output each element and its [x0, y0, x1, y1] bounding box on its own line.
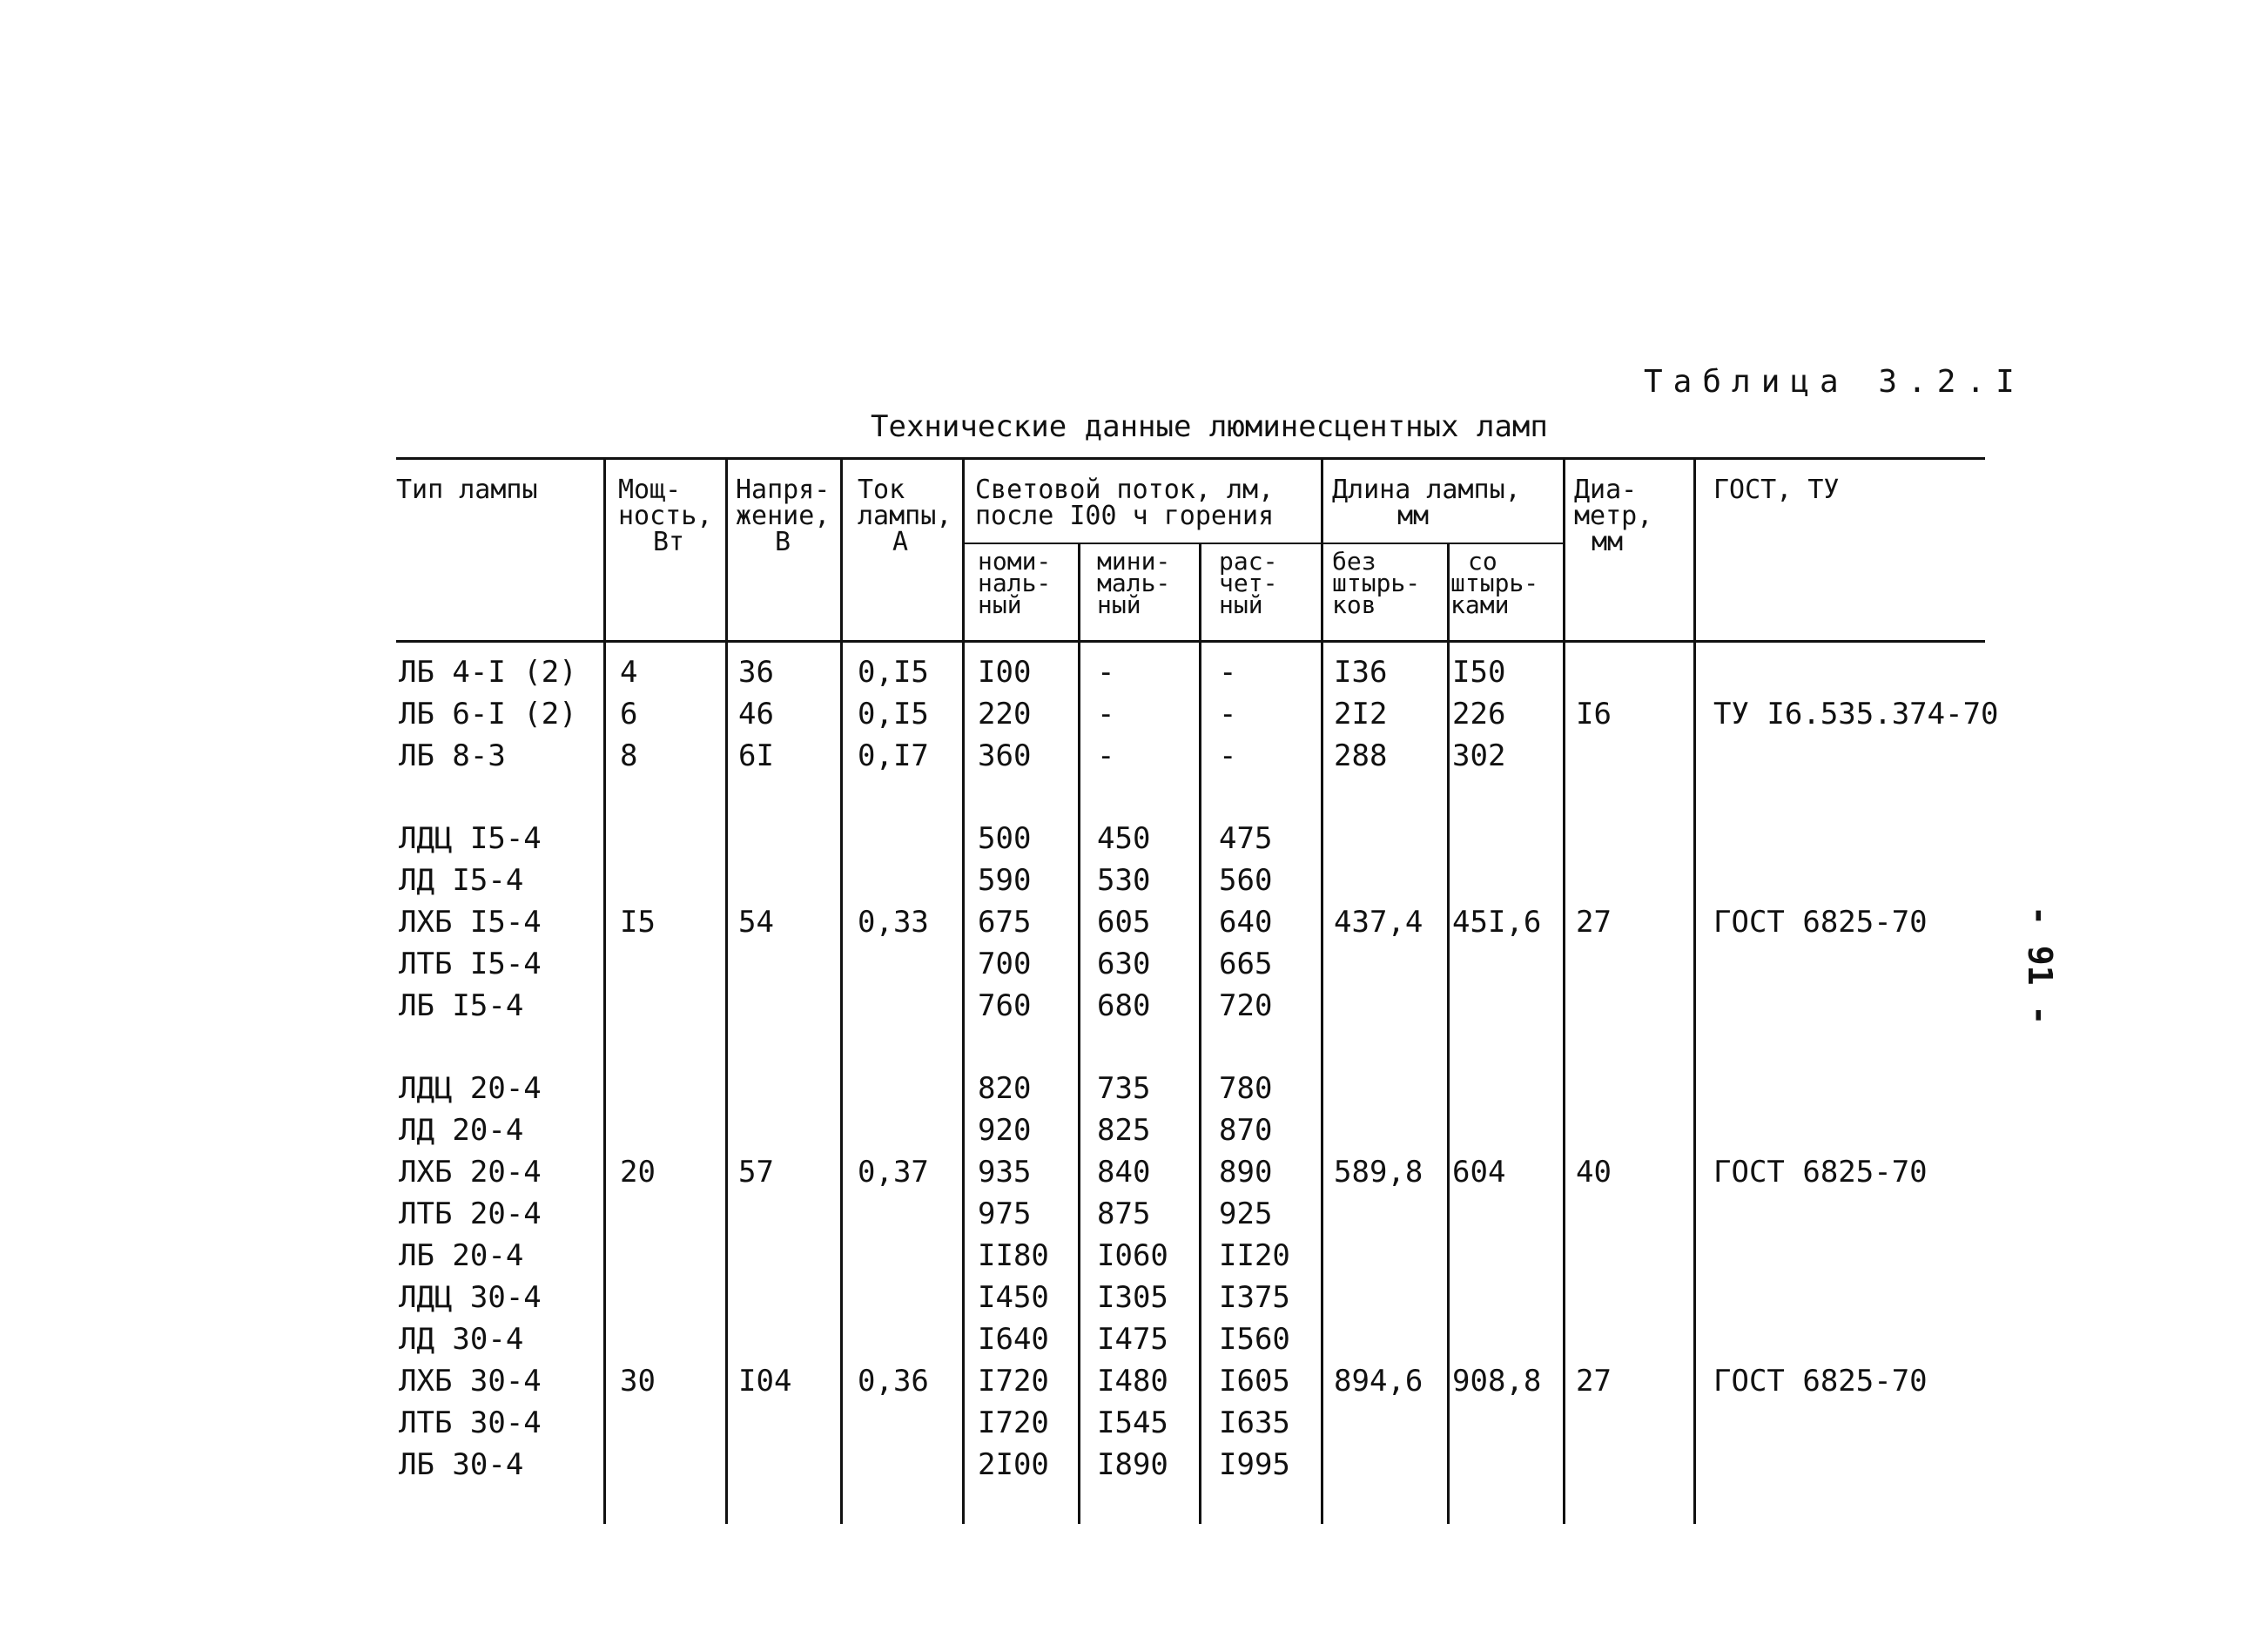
cell-voltage: 6I [738, 738, 774, 773]
cell-flux-calc: I635 [1219, 1405, 1290, 1440]
cell-flux-calc: - [1219, 738, 1237, 773]
cell-flux-nominal: I720 [978, 1405, 1049, 1440]
cell-flux-nominal: 590 [978, 863, 1032, 898]
cell-power: 20 [620, 1155, 656, 1190]
header-length-with: со штырь- ками [1450, 547, 1539, 619]
cell-flux-min: I480 [1097, 1364, 1168, 1399]
cell-flux-min: 680 [1097, 988, 1151, 1023]
cell-flux-min: 530 [1097, 863, 1151, 898]
cell-type: ЛБ 30-4 [399, 1447, 524, 1482]
cell-length-without: 288 [1334, 738, 1388, 773]
col-divider-length-without [1447, 543, 1450, 1524]
cell-type: ЛБ 6-I (2) [399, 697, 577, 731]
cell-flux-nominal: I00 [978, 655, 1032, 690]
table-title: Технические данные люминесцентных ламп [871, 409, 1548, 444]
page-number: - 91 - [2021, 906, 2059, 1026]
cell-length-with: 45I,6 [1452, 905, 1542, 940]
cell-flux-nominal: I450 [978, 1280, 1049, 1315]
cell-flux-calc: 720 [1219, 988, 1273, 1023]
cell-current: 0,I7 [858, 738, 929, 773]
cell-flux-nominal: 700 [978, 947, 1032, 981]
cell-flux-min: 875 [1097, 1196, 1151, 1231]
cell-type: ЛБ I5-4 [399, 988, 524, 1023]
cell-type: ЛД 20-4 [399, 1113, 524, 1148]
cell-flux-nominal: 820 [978, 1071, 1032, 1106]
cell-type: ЛТБ 30-4 [399, 1405, 542, 1440]
cell-flux-calc: 640 [1219, 905, 1273, 940]
cell-current: 0,33 [858, 905, 929, 940]
cell-flux-nominal: 675 [978, 905, 1032, 940]
col-divider-diameter [1693, 457, 1696, 1524]
cell-type: ЛХБ I5-4 [399, 905, 542, 940]
cell-voltage: 57 [738, 1155, 774, 1190]
cell-flux-min: 630 [1097, 947, 1151, 981]
header-flux: Световой поток, лм, после I00 ч горения [975, 475, 1275, 531]
cell-flux-min: 450 [1097, 821, 1151, 856]
col-divider-min [1199, 543, 1201, 1524]
cell-voltage: I04 [738, 1364, 792, 1399]
cell-flux-calc: I995 [1219, 1447, 1290, 1482]
cell-flux-calc: 665 [1219, 947, 1273, 981]
cell-flux-nominal: 2I00 [978, 1447, 1049, 1482]
cell-type: ЛДЦ 20-4 [399, 1071, 542, 1106]
col-divider-length [1563, 457, 1565, 1524]
cell-type: ЛТБ I5-4 [399, 947, 542, 981]
cell-length-without: 2I2 [1334, 697, 1388, 731]
header-bottom-rule [396, 640, 1985, 643]
header-flux-nominal: номи- наль- ный [978, 547, 1052, 619]
cell-type: ЛДЦ 30-4 [399, 1280, 542, 1315]
cell-flux-nominal: II80 [978, 1238, 1049, 1273]
cell-flux-nominal: 220 [978, 697, 1032, 731]
cell-flux-min: 825 [1097, 1113, 1151, 1148]
cell-flux-calc: 925 [1219, 1196, 1273, 1231]
col-divider-power [725, 457, 728, 1524]
cell-flux-calc: - [1219, 697, 1237, 731]
cell-voltage: 46 [738, 697, 774, 731]
cell-type: ЛХБ 20-4 [399, 1155, 542, 1190]
cell-flux-min: I475 [1097, 1322, 1168, 1357]
cell-type: ЛД I5-4 [399, 863, 524, 898]
cell-gost: ГОСТ 6825-70 [1713, 1155, 1928, 1190]
table-caption: Таблица 3.2.I [1644, 364, 2025, 400]
cell-voltage: 36 [738, 655, 774, 690]
cell-flux-calc: I605 [1219, 1364, 1290, 1399]
cell-flux-min: 840 [1097, 1155, 1151, 1190]
cell-diameter: 27 [1576, 1364, 1612, 1399]
cell-diameter: 27 [1576, 905, 1612, 940]
cell-length-with: 604 [1452, 1155, 1506, 1190]
cell-power: 30 [620, 1364, 656, 1399]
col-divider-nominal [1078, 543, 1080, 1524]
cell-voltage: 54 [738, 905, 774, 940]
cell-flux-nominal: 920 [978, 1113, 1032, 1148]
cell-flux-min: I060 [1097, 1238, 1168, 1273]
cell-length-with: 908,8 [1452, 1364, 1542, 1399]
cell-flux-calc: I375 [1219, 1280, 1290, 1315]
cell-flux-calc: - [1219, 655, 1237, 690]
header-flux-min: мини- маль- ный [1097, 547, 1171, 619]
cell-type: ЛТБ 20-4 [399, 1196, 542, 1231]
cell-length-without: 894,6 [1334, 1364, 1423, 1399]
cell-flux-nominal: I720 [978, 1364, 1049, 1399]
cell-flux-calc: II20 [1219, 1238, 1290, 1273]
flux-length-subheader-rule [962, 543, 1563, 544]
cell-type: ЛБ 20-4 [399, 1238, 524, 1273]
col-divider-current [962, 457, 965, 1524]
cell-power: I5 [620, 905, 656, 940]
cell-power: 8 [620, 738, 638, 773]
cell-flux-nominal: 500 [978, 821, 1032, 856]
cell-type: ЛДЦ I5-4 [399, 821, 542, 856]
cell-flux-calc: 890 [1219, 1155, 1273, 1190]
header-voltage: Напря- жение, В [736, 475, 831, 557]
cell-type: ЛХБ 30-4 [399, 1364, 542, 1399]
cell-length-with: 226 [1452, 697, 1506, 731]
cell-length-with: 302 [1452, 738, 1506, 773]
cell-flux-nominal: I640 [978, 1322, 1049, 1357]
cell-flux-min: I890 [1097, 1447, 1168, 1482]
cell-current: 0,36 [858, 1364, 929, 1399]
cell-power: 6 [620, 697, 638, 731]
cell-flux-min: - [1097, 655, 1115, 690]
cell-gost: ГОСТ 6825-70 [1713, 1364, 1928, 1399]
header-type: Тип лампы [396, 475, 538, 505]
table-top-rule [396, 457, 1985, 460]
header-power: Мощ- ность, Вт [618, 475, 713, 557]
header-current: Ток лампы, А [858, 475, 952, 557]
col-divider-voltage [840, 457, 843, 1524]
cell-current: 0,I5 [858, 655, 929, 690]
cell-length-without: I36 [1334, 655, 1388, 690]
cell-current: 0,37 [858, 1155, 929, 1190]
cell-flux-calc: I560 [1219, 1322, 1290, 1357]
header-length-without: без штырь- ков [1332, 547, 1421, 619]
header-flux-calc: рас- чет- ный [1219, 547, 1278, 619]
cell-type: ЛБ 4-I (2) [399, 655, 577, 690]
header-diameter: Диа- метр, мм [1574, 475, 1653, 557]
cell-flux-min: - [1097, 738, 1115, 773]
cell-flux-min: 735 [1097, 1071, 1151, 1106]
cell-flux-nominal: 975 [978, 1196, 1032, 1231]
col-divider-flux [1321, 457, 1323, 1524]
cell-length-with: I50 [1452, 655, 1506, 690]
cell-gost: ТУ I6.535.374-70 [1713, 697, 1999, 731]
col-divider-type [603, 457, 606, 1524]
cell-gost: ГОСТ 6825-70 [1713, 905, 1928, 940]
cell-diameter: 40 [1576, 1155, 1612, 1190]
cell-type: ЛД 30-4 [399, 1322, 524, 1357]
cell-current: 0,I5 [858, 697, 929, 731]
cell-flux-calc: 475 [1219, 821, 1273, 856]
header-length: Длина лампы, мм [1332, 475, 1521, 531]
cell-flux-calc: 780 [1219, 1071, 1273, 1106]
cell-flux-nominal: 935 [978, 1155, 1032, 1190]
cell-length-without: 589,8 [1334, 1155, 1423, 1190]
cell-flux-min: 605 [1097, 905, 1151, 940]
cell-flux-min: - [1097, 697, 1115, 731]
cell-diameter: I6 [1576, 697, 1612, 731]
cell-type: ЛБ 8-3 [399, 738, 506, 773]
cell-flux-min: I305 [1097, 1280, 1168, 1315]
cell-flux-nominal: 360 [978, 738, 1032, 773]
cell-flux-calc: 870 [1219, 1113, 1273, 1148]
cell-flux-min: I545 [1097, 1405, 1168, 1440]
header-gost: ГОСТ, ТУ [1713, 475, 1840, 505]
cell-flux-nominal: 760 [978, 988, 1032, 1023]
cell-flux-calc: 560 [1219, 863, 1273, 898]
cell-power: 4 [620, 655, 638, 690]
cell-length-without: 437,4 [1334, 905, 1423, 940]
